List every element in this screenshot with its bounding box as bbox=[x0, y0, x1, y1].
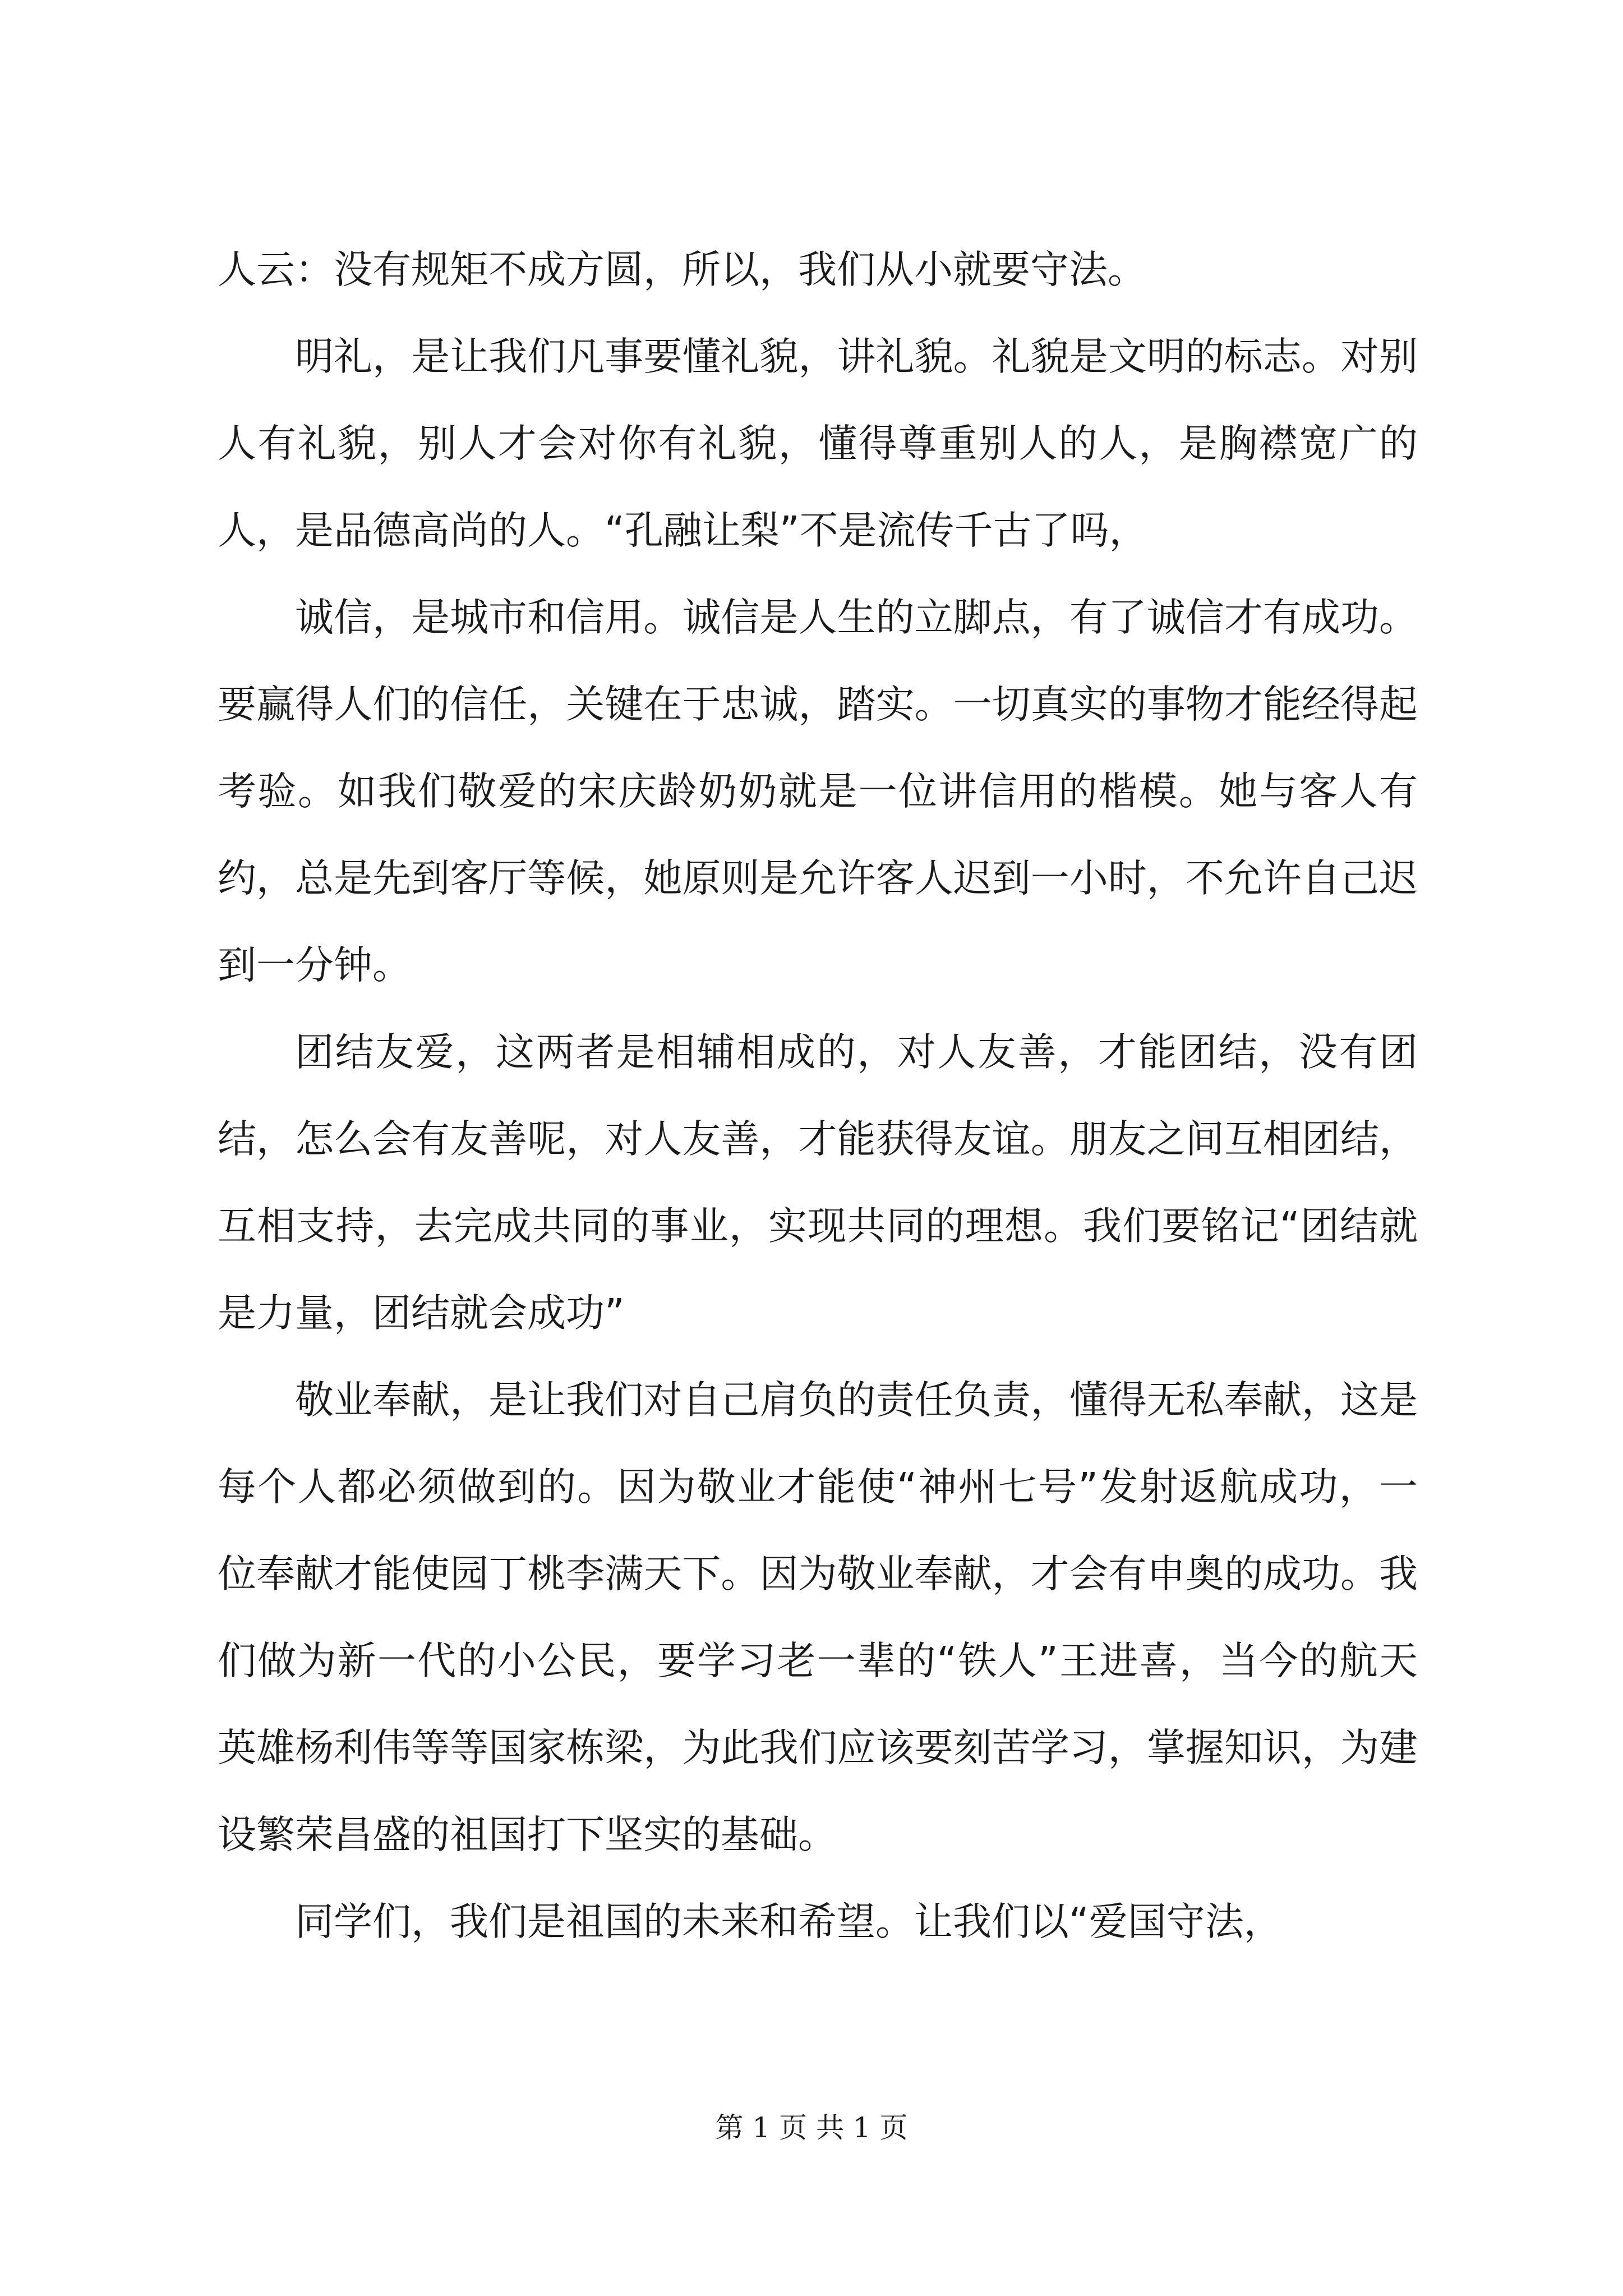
document-body bbox=[218, 227, 1418, 1966]
paragraph: 团结友爱，这两者是相辅相成的，对人友善，才能团结，没有团结，怎么会有友善呢，对人友善，才能获得友谊。朋友之间互相团结，互相支持，去完成共同的事业，实现共同的理想。我们要铭记“团结就是力量，团结就会成功” bbox=[218, 1030, 1418, 1336]
page-footer: 第 1 页 共 1 页 bbox=[715, 2111, 908, 2144]
paragraph: 诚信，是城市和信用。诚信是人生的立脚点，有了诚信才有成功。要赢得人们的信任，关键在于忠诚，踏实。一切真实的事物才能经得起考验。如我们敬爱的宋庆龄奶奶就是一位讲信用的楷模。她与客人有约，总是先到客厅等候，她原则是允许客人迟到一小时，不允许自己迟到一分钟。 bbox=[218, 595, 1418, 988]
paragraph: 同学们，我们是祖国的未来和希望。让我们以“爱国守法， bbox=[295, 1899, 1283, 1944]
paragraph: 人云：没有规矩不成方圆，所以，我们从小就要守法。 bbox=[218, 247, 1146, 292]
paragraph: 明礼，是让我们凡事要懂礼貌，讲礼貌。礼貌是文明的标志。对别人有礼貌，别人才会对你有礼貌，懂得尊重别人的人，是胸襟宽广的人，是品德高尚的人。“孔融让梨”不是流传千古了吗， bbox=[218, 334, 1418, 553]
paragraph: 敬业奉献，是让我们对自己肩负的责任负责，懂得无私奉献，这是每个人都必须做到的。因为敬业才能使“神州七号”发射返航成功，一位奉献才能使园丁桃李满天下。因为敬业奉献，才会有申奥的成功。我们做为新一代的小公民，要学习老一辈的“铁人”王进喜，当今的航天英雄杨利伟等等国家栋梁，为此我们应该要刻苦学习，掌握知识，为建设繁荣昌盛的祖国打下坚实的基础。 bbox=[218, 1378, 1418, 1857]
